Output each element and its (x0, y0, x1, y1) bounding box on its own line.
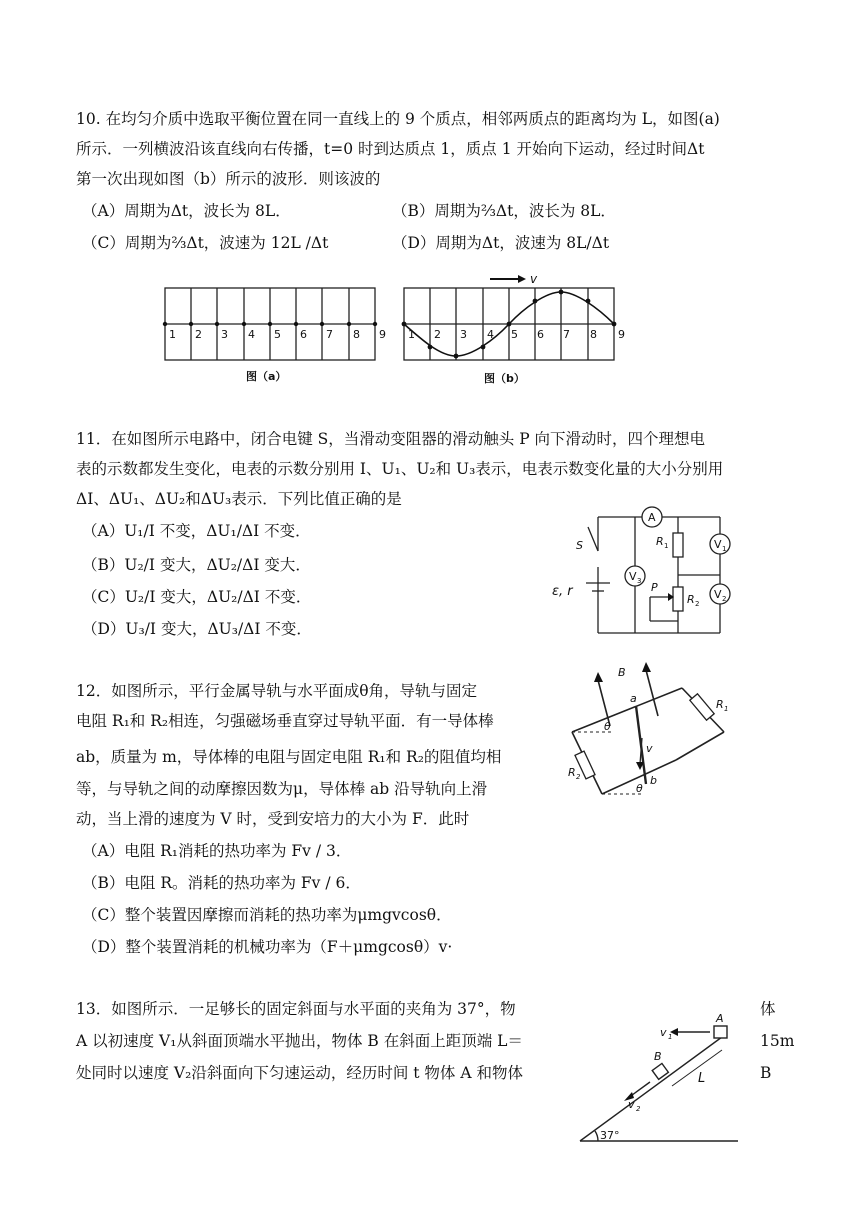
q10-option-d: （D）周期为Δt，波速为 8L/Δt (392, 234, 610, 252)
svg-text:1: 1 (722, 545, 727, 553)
point-label: 2 (434, 328, 441, 341)
point-label: 6 (300, 328, 307, 341)
svg-text:v: v (628, 1098, 635, 1111)
wave-figure-b (400, 270, 635, 390)
figure-a-caption: 图（a） (246, 370, 287, 383)
svg-text:b: b (650, 774, 657, 787)
svg-text:θ: θ (636, 782, 643, 795)
point-label: 9 (379, 328, 386, 341)
svg-text:S: S (576, 539, 583, 552)
q10-option-b: （B）周期为⅔Δt，波长为 8L． (392, 202, 616, 220)
q12-line4: 等，与导轨之间的动摩擦因数为μ，导体棒 ab 沿导轨向上滑 (76, 780, 488, 798)
svg-text:R: R (687, 593, 695, 606)
figure-b-caption: 图（b） (484, 372, 525, 385)
svg-text:V: V (714, 538, 722, 551)
point-label: 7 (326, 328, 333, 341)
svg-text:R: R (716, 698, 724, 711)
incline-diagram (574, 1010, 744, 1150)
q11-line2: 表的示数都发生变化，电表的示数分别用 I、U₁、U₂和 U₃表示，电表示数变化量的大小分别用 (76, 460, 724, 478)
q11-option-c: （C）U₂/I 变大，ΔU₂/ΔI 不变． (82, 588, 312, 606)
q12-option-d: （D）整个装置消耗的机械功率为（F＋μmgcosθ）v· (82, 938, 453, 956)
q10-line2: 所示．一列横波沿该直线向右传播，t=0 时到达质点 1，质点 1 开始向下运动，经过时间Δt (76, 140, 705, 158)
svg-text:θ: θ (604, 720, 611, 733)
q10-line1: 10. 在均匀介质中选取平衡位置在同一直线上的 9 个质点，相邻两质点的距离均为 L，如图(a) (76, 110, 720, 128)
svg-text:ε, r: ε, r (552, 584, 573, 599)
svg-text:2: 2 (722, 595, 727, 603)
q11-line3: ΔI、ΔU₁、ΔU₂和ΔU₃表示．下列比值正确的是 (76, 490, 402, 508)
q10-option-a: （A）周期为Δt，波长为 8L． (82, 202, 291, 220)
svg-text:2: 2 (695, 600, 700, 608)
q12-option-c: （C）整个装置因摩擦而消耗的热功率为μmgvcosθ． (82, 906, 452, 924)
q12-line1: 12．如图所示，平行金属导轨与水平面成θ角，导轨与固定 (76, 682, 478, 700)
svg-text:a: a (630, 692, 637, 705)
q13-line1: 13．如图所示．一足够长的固定斜面与水平面的夹角为 37°，物 (76, 1000, 516, 1018)
q13-line2: A 以初速度 V₁从斜面顶端水平抛出，物体 B 在斜面上距顶端 L＝ (76, 1032, 523, 1050)
point-label: 1 (169, 328, 176, 341)
point-label: 3 (221, 328, 228, 341)
q11-option-b: （B）U₂/I 变大，ΔU₂/ΔI 变大． (82, 556, 311, 574)
q11-option-d: （D）U₃/I 变大，ΔU₃/ΔI 不变． (82, 620, 312, 638)
svg-text:A: A (716, 1012, 724, 1025)
q11-line1: 11．在如图所示电路中，闭合电键 S，当滑动变阻器的滑动触头 P 向下滑动时，四个理想电 (76, 430, 706, 448)
svg-text:1: 1 (668, 1033, 673, 1041)
svg-text:R: R (568, 766, 576, 779)
svg-text:1: 1 (724, 705, 729, 713)
point-label: 9 (618, 328, 625, 341)
svg-text:V: V (714, 588, 722, 601)
svg-text:R: R (656, 535, 664, 548)
inclined-rails-diagram (560, 660, 740, 805)
q10-option-c: （C）周期为⅔Δt，波速为 12L /Δt (82, 234, 329, 252)
point-label: 3 (460, 328, 467, 341)
point-label: 4 (248, 328, 255, 341)
circuit-diagram (550, 505, 750, 640)
q12-line2: 电阻 R₁和 R₂相连，匀强磁场垂直穿过导轨平面．有一导体棒 (76, 712, 494, 730)
point-label: 6 (537, 328, 544, 341)
svg-text:2: 2 (576, 773, 581, 781)
svg-text:A: A (648, 511, 656, 524)
svg-text:2: 2 (636, 1105, 641, 1113)
velocity-label: v (530, 272, 538, 286)
point-label: 8 (590, 328, 597, 341)
q11-option-a: （A）U₁/I 不变，ΔU₁/ΔI 不变． (82, 522, 311, 540)
svg-text:v: v (660, 1026, 667, 1039)
point-label: 2 (195, 328, 202, 341)
point-label: 8 (353, 328, 360, 341)
q12-line3: ab，质量为 m，导体棒的电阻与固定电阻 R₁和 R₂的阻值均相 (76, 748, 502, 766)
q13-line3: 处同时以速度 V₂沿斜面向下匀速运动，经历时间 t 物体 A 和物体 (76, 1064, 523, 1082)
wave-figure-a (160, 280, 390, 390)
q10-line3: 第一次出现如图（b）所示的波形．则该波的 (76, 170, 381, 188)
q13-line1-right: 体 (760, 1000, 776, 1018)
point-label: 5 (274, 328, 281, 341)
svg-text:3: 3 (637, 577, 642, 585)
svg-text:37°: 37° (600, 1129, 620, 1142)
point-label: 5 (511, 328, 518, 341)
point-label: 1 (408, 328, 415, 341)
point-label: 4 (487, 328, 494, 341)
q12-option-b: （B）电阻 R。消耗的热功率为 Fv / 6． (82, 874, 361, 892)
q13-line3-right: B (760, 1064, 772, 1082)
point-label: 7 (563, 328, 570, 341)
svg-text:V: V (629, 570, 637, 583)
q12-line5: 动，当上滑的速度为 V 时，受到安培力的大小为 F．此时 (76, 810, 470, 828)
q12-option-a: （A）电阻 R₁消耗的热功率为 Fv / 3． (82, 842, 352, 860)
svg-text:L: L (698, 1071, 706, 1086)
svg-text:P: P (651, 581, 658, 594)
q13-line2-right: 15m (760, 1032, 795, 1050)
svg-text:1: 1 (664, 542, 669, 550)
svg-text:B: B (654, 1050, 662, 1063)
svg-text:v: v (646, 742, 653, 755)
svg-text:B: B (618, 666, 626, 679)
